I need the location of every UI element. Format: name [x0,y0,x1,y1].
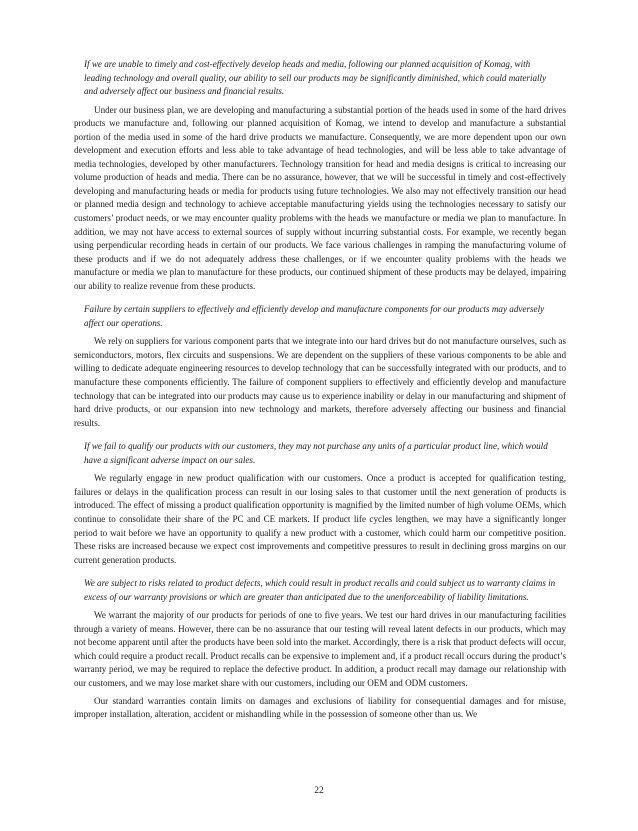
body-paragraph: We rely on suppliers for various component parts that we integrate into our hard drives but do not manufacture ourselves, such as semiconductors, motors, flex circuits and suspensions. We are dependent on the suppliers of these various components to be able and willing to dedicate adequate engineering resources to develop technology that can be successfully integrated with our products, and to manufacture these components efficiently. The failure of component suppliers to effectively and efficiently develop and manufacture technology that can be integrated into our products may cause us to experience inability or delay in our manufacturing and shipment of hard drive products, or our expansion into new technology and markets, therefore adversely affecting our business and financial results. [74,336,566,428]
section-supplier-failure [74,303,566,430]
document-page [74,58,566,726]
section-heading: If we fail to qualify our products with our customers, they may not purchase any units of a particular product line, which would have a significant adverse impact on our sales. [84,441,548,465]
body-paragraph: We regularly engage in new product qualification with our customers. Once a product is accepted for qualification testing, failures or delays in the qualification process can result in our losing sales to that customer until the next generation of products is introduced. The effect of missing a product qualification opportunity is magnified by the limited number of high volume OEMs, which continue to consolidate their share of the PC and CE markets. If product life cycles lengthen, we may have a significantly longer period to wait before we have an opportunity to qualify a new product with a customer, which could harm our competitive position. These risks are increased because we expect cost improvements and competitive pressures to result in declining gross margins on our current generation products. [74,473,566,565]
page-number: 22 [314,786,324,796]
section-head-media-development [74,58,566,293]
body-paragraph: Our standard warranties contain limits on damages and exclusions of liability for consequential damages and for misuse, improper installation, alteration, accident or mishandling while in the possession of someone other than us. We [74,695,566,720]
body-paragraph: We warrant the majority of our products for periods of one to five years. We test our hard drives in our manufacturing facilities through a variety of means. However, there can be no assurance that our testing will reveal latent defects in our products, which may not become apparent until after the products have been sold into the market. Accordingly, there is a risk that product defects will occur, which could require a product recall. Product recalls can be expensive to implement and, if a product recall occurs during the product’s warranty period, we may be required to replace the defective product. In addition, a product recall may damage our relationship with our customers, and we may lose market share with our customers, including our OEM and ODM customers. [74,610,566,688]
section-heading: We are subject to risks related to product defects, which could result in product recalls and could subject us to warranty claims in excess of our warranty provisions or which are greater than anticipated due to the unenforceability of liability limitations. [84,578,556,602]
section-heading: Failure by certain suppliers to effectively and efficiently develop and manufacture components for our products may adversely affect our operations. [84,304,545,328]
section-product-defects [74,577,566,721]
section-product-qualification [74,440,566,567]
section-heading: If we are unable to timely and cost-effectively develop heads and media, following our planned acquisition of Komag, with leading technology and overall quality, our ability to sell our products may be significantly diminished, which could materially and adversely affect our business and financial results. [84,59,547,97]
body-paragraph: Under our business plan, we are developing and manufacturing a substantial portion of the heads used in some of the hard drives products we manufacture and, following our planned acquisition of Komag, we intend to develop and manufacture a substantial portion of the media used in some of the hard drive products we manufacture. Consequently, we are more dependent upon our own development and execution efforts and less able to take advantage of head technologies, and will be less able to take advantage of media technologies, developed by other manufacturers. Technology transition for head and media designs is critical to increasing our volume production of heads and media. There can be no assurance, however, that we will be successful in timely and cost-effectively developing and manufacturing heads or media for products using future technologies. We also may not effectively transition our head or planned media design and technology to achieve acceptable manufacturing yields using the technologies necessary to satisfy our customers’ product needs, or we may encounter quality problems with the heads we manufacture or media we plan to manufacture. In addition, we may not have access to external sources of supply without incurring substantial costs. For example, we recently began using perpendicular recording heads in certain of our products. We face various challenges in ramping the manufacturing volume of these products and if we do not adequately address these challenges, or if we encounter quality problems with the heads we manufacture or media we plan to manufacture for these products, our continued shipment of these products may be delayed, impairing our ability to realize revenue from these products. [74,104,566,291]
